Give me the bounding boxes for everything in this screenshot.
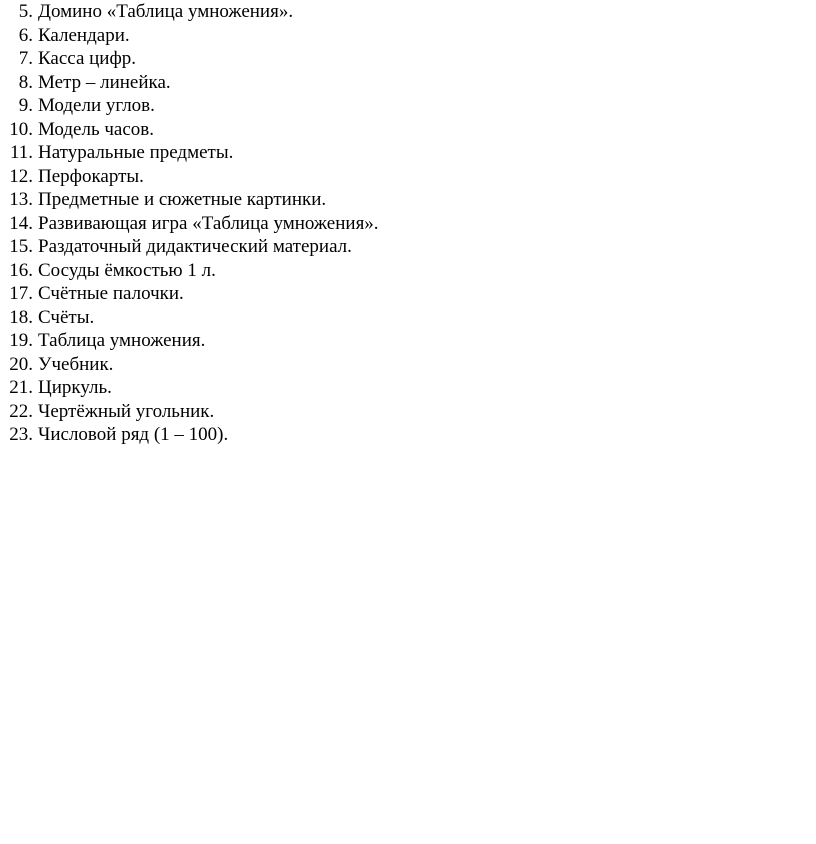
list-item-number: 18.	[9, 306, 33, 328]
list-item-number: 7.	[18, 48, 33, 69]
list-item-number: 20.	[9, 353, 33, 375]
list-item-text: Касса цифр.	[38, 48, 137, 69]
list-item	[4, 259, 379, 283]
list-item-text: Сосуды ёмкостью 1 л.	[38, 259, 216, 281]
list-item	[4, 353, 379, 377]
list-item-text: Календари.	[38, 24, 130, 46]
list-item-number: 8.	[18, 71, 33, 93]
list-item-text: Счётные палочки.	[38, 283, 184, 304]
list-item-number: 10.	[9, 118, 33, 140]
list-item-text: Модель часов.	[38, 118, 155, 140]
list-item-number: 12.	[9, 165, 33, 187]
list-item-number: 17.	[9, 283, 33, 304]
list-item-text: Натуральные предметы.	[38, 142, 234, 163]
list-item-text: Циркуль.	[38, 377, 112, 398]
equipment-list	[4, 0, 379, 447]
list-item-text: Перфокарты.	[38, 165, 144, 187]
list-item-text: Таблица умножения.	[38, 330, 206, 351]
list-item-number: 16.	[9, 259, 33, 281]
list-item	[4, 423, 379, 447]
list-item	[4, 94, 379, 118]
list-item-number: 11.	[9, 142, 33, 163]
list-item-number: 14.	[9, 212, 33, 234]
list-item	[4, 329, 379, 353]
list-item-text: Чертёжный угольник.	[38, 400, 215, 422]
list-item-number: 22.	[9, 400, 33, 422]
list-item-text: Числовой ряд (1 – 100).	[38, 424, 229, 445]
list-item-text: Модели углов.	[38, 95, 155, 116]
list-item	[4, 141, 379, 165]
list-item	[4, 306, 379, 330]
list-item	[4, 400, 379, 424]
list-item-number: 13.	[9, 189, 33, 210]
list-item	[4, 47, 379, 71]
list-item-number: 5.	[18, 1, 33, 22]
list-item	[4, 376, 379, 400]
list-item-text: Домино «Таблица умножения».	[38, 1, 294, 22]
list-item-number: 15.	[9, 236, 33, 257]
list-item	[4, 212, 379, 236]
list-item-text: Развивающая игра «Таблица умножения».	[38, 212, 379, 234]
list-item	[4, 165, 379, 189]
list-item-number: 9.	[18, 95, 33, 116]
list-item-number: 19.	[9, 330, 33, 351]
list-item	[4, 0, 379, 24]
list-item-text: Счёты.	[38, 306, 95, 328]
list-item-text: Учебник.	[38, 353, 114, 375]
list-item	[4, 24, 379, 48]
list-item	[4, 71, 379, 95]
list-item	[4, 282, 379, 306]
list-item	[4, 235, 379, 259]
list-item	[4, 118, 379, 142]
list-item-text: Раздаточный дидактический материал.	[38, 236, 352, 257]
list-item-number: 23.	[9, 424, 33, 445]
list-item-text: Предметные и сюжетные картинки.	[38, 189, 327, 210]
list-item-number: 6.	[18, 24, 33, 46]
list-item-text: Метр – линейка.	[38, 71, 171, 93]
list-item-number: 21.	[9, 377, 33, 398]
list-item	[4, 188, 379, 212]
